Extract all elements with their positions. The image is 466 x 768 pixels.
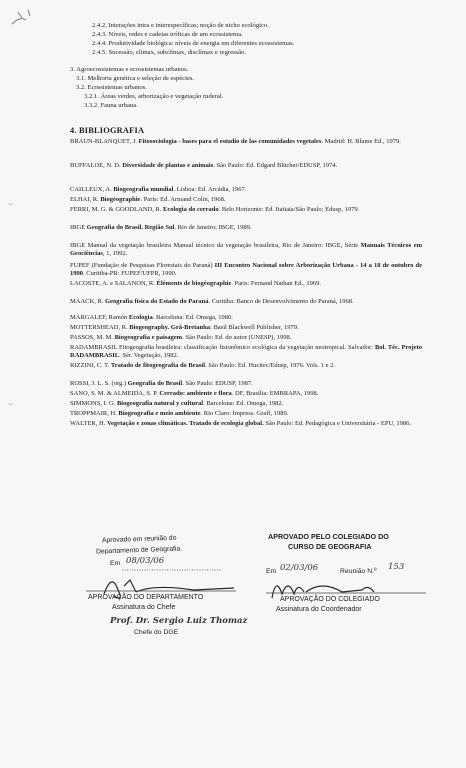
reference-title: Bol. Téc. Projeto RADAMBRASIL <box>70 344 422 360</box>
reference-publication: . Belo Horizonte: Ed. Itatiaia/São Paulo; Edusp, 1979. <box>218 206 360 213</box>
meeting-number: 153 <box>388 562 405 572</box>
collegiate-approval-stamp <box>262 532 432 732</box>
reference-title: Biogéographie <box>100 196 141 203</box>
signature-line <box>86 590 236 593</box>
reference-author: BRAUN-BLANQUET, J. <box>70 138 137 145</box>
reference-publication: : Basil Blackwell Publisher, 1979. <box>210 324 299 331</box>
reference-author: ELHAI, R. <box>70 196 99 203</box>
bibliography-heading: 4. BIBLIOGRAFIA <box>70 126 145 135</box>
reference-author: IBGE <box>70 224 86 231</box>
outline-item: 3.1. Melhoria genética e seleção de espécies. <box>76 75 195 82</box>
outline-item: 3.2.1. Áreas verdes, arborização e vegetação ruderal. <box>84 93 224 100</box>
reference-title: Geografia do Brasil <box>127 380 183 387</box>
reference-publication: . Barcelona: Ed. Omega, 1980. <box>152 314 233 321</box>
reference-entry <box>70 362 422 370</box>
reference-entry <box>70 224 422 232</box>
reference-entry <box>70 162 422 170</box>
reference-title: Biogeografia natural y cultural <box>116 400 204 407</box>
signature-caption: Assinatura do Coordenador <box>276 606 362 613</box>
reference-publication: . Paris: Fernand Nathan Ed., 1969. <box>231 280 321 287</box>
margin-mark: ⌣ <box>8 400 13 408</box>
reference-author: FERRI, M. G. & GOODLAND, R. <box>70 206 162 213</box>
reference-title: Manuais Técnicos em Geociências <box>70 242 423 258</box>
reference-publication: . DF, Brasília: EMBRAPA, 1998. <box>231 390 319 397</box>
reference-author: LACOSTE, A. e SALANON, R. <box>70 280 155 287</box>
signature-caption: APROVAÇÃO DO DEPARTAMENTO <box>88 594 204 601</box>
reference-publication: . Rio Claro: Impress. Graff, 1989. <box>200 410 289 417</box>
reference-title: Ecologia <box>128 314 153 321</box>
reference-entry <box>70 186 422 194</box>
reference-author: ROSSI, J. L. S. (org.) <box>70 380 127 387</box>
reference-title: Cerrado: ambiente e flora <box>159 390 232 397</box>
stamp-date-label: Em <box>266 568 277 575</box>
reference-entry <box>70 206 422 214</box>
reference-entry <box>70 196 422 204</box>
reference-entry <box>70 420 422 428</box>
stamp-date-label: Em <box>110 560 121 567</box>
reference-title: Diversidade de plantas e animais <box>122 162 214 169</box>
reference-entry <box>70 344 422 360</box>
reference-entry <box>70 400 422 408</box>
reference-entry <box>70 262 422 278</box>
reference-title: Biogeography. Grã-Bretanha <box>129 324 211 331</box>
reference-author: MARGALEF, Ramón <box>70 314 128 321</box>
reference-entry <box>70 242 422 258</box>
stamp-text: Aprovado em reunião do <box>101 534 177 545</box>
reference-publication: . São Paulo: Ed. Edgard Blücher/EDUSP, 1974. <box>213 162 338 169</box>
reference-author: WALTER, H. <box>70 420 106 427</box>
reference-author: SANO, S. M. & ALMEIDA, S. P. <box>70 390 158 397</box>
reference-author: RADAMBRASIL Fitogeografia brasileira: classificação fisionômico ecológica da vegetação neotropical. Salvador: <box>70 344 373 351</box>
outline-item: 3.3.2. Fauna urbana. <box>84 102 138 109</box>
margin-mark: ⌣ <box>8 200 13 208</box>
meeting-label: Reunião N.º <box>340 568 377 575</box>
chief-name: Prof. Dr. Sergio Luiz Thomaz <box>110 616 248 626</box>
reference-publication: . Paris: Ed. Armand Colin, 1968. <box>140 196 226 203</box>
reference-title: Éléments de biogéographie <box>156 280 232 287</box>
reference-title: Geografia física do Estado do Paraná <box>105 298 209 305</box>
reference-entry <box>70 298 422 306</box>
reference-title: III Encontro Nacional sobre Arborização Urbana - 14 a 18 de outubro de 1990 <box>70 262 423 278</box>
reference-author: TROPPMAIR, H. <box>70 410 117 417</box>
stamp-title: APROVADO PELO COLEGIADO DO <box>268 532 389 541</box>
reference-entry <box>70 138 422 146</box>
stamp-title: CURSO DE GEOGRAFIA <box>288 542 372 551</box>
signature-caption: APROVAÇÃO DO COLEGIADO <box>280 596 380 603</box>
reference-publication: . Rio de Janeiro; IBGE, 1989. <box>174 224 252 231</box>
reference-title: Tratado de fitogeografia do Brasil <box>110 362 206 369</box>
reference-publication: . São Paulo: Ed. do autor (UNESP), 1998. <box>182 334 292 341</box>
reference-author: CAILLEUX, A. <box>70 186 112 193</box>
reference-title: Fitosociologia - bases para el estudio de las comunidades vegetales <box>138 138 322 145</box>
signature-caption: Assinatura do Chefe <box>112 604 176 611</box>
reference-publication: . São Paulo: Ed. Hucitec/Edusp, 1976. Vols. 1 e 2. <box>205 362 335 369</box>
reference-title: Biogeografia mundial <box>113 186 174 193</box>
outline-item: 3. Agroecossistemas e ecossistemas urbanos. <box>70 66 189 73</box>
reference-author: MAACK, R. <box>70 298 104 305</box>
stamp-date-value: 08/03/06 <box>126 556 165 566</box>
reference-author: BUFFALOE, N. D. <box>70 162 121 169</box>
reference-entry <box>70 280 422 288</box>
scan-corner-mark <box>8 6 38 32</box>
stamp-text: Departamento de Geografia. <box>95 545 183 556</box>
reference-author: PASSOS, M. M. <box>70 334 113 341</box>
reference-publication: . Sér. Vegetação, 1982. <box>119 352 179 360</box>
reference-entry <box>70 410 422 418</box>
reference-entry <box>70 314 422 322</box>
reference-publication: São Paulo: Ed. Pedagógica e Universitária - EPU, 1986. <box>263 420 412 427</box>
reference-publication: . Curitiba-PR: FUPEF/UFPR, 1990. <box>83 270 177 278</box>
outline-item: 2.4.3. Níveis, redes e cadeias tróficas de um ecossistema. <box>92 31 243 38</box>
signature-line <box>266 592 426 595</box>
reference-title: Biogeografia e paisagem <box>114 334 183 341</box>
reference-entry <box>70 324 422 332</box>
reference-entry <box>70 380 422 388</box>
reference-author: IBGE Manual da vegetação brasileira Manual técnico da vegetação brasileira, Rio de Janeiro: IBGE, Série <box>70 242 359 249</box>
reference-author: MOTTERSHEAD, R. <box>70 324 128 331</box>
reference-publication: . Madrid: H. Blume Ed., 1979. <box>321 138 401 145</box>
reference-title: Geografia do Brasil. Região Sul <box>86 224 175 231</box>
reference-publication: , 1, 1992. <box>102 250 128 258</box>
reference-title: Biogeografia e meio ambiente <box>118 410 201 417</box>
reference-author: SIMMONS, I. G. <box>70 400 116 407</box>
reference-entry <box>70 334 422 342</box>
stamp-date-value: 02/03/06 <box>280 563 319 573</box>
reference-author: RIZZINI, C. T. <box>70 362 110 369</box>
chief-role: Chefe do DGE <box>134 629 179 636</box>
reference-title: Vegetação e zonas climáticas. Tratado de ecologia global. <box>106 420 264 427</box>
reference-publication: . Lisboa: Ed. Arcádia, 1967. <box>173 186 247 193</box>
reference-publication: . São Paulo: EDUSP, 1987. <box>182 380 253 387</box>
outline-item: 2.4.5. Sucessão, clímax, subclímax, disclímax e regressão. <box>92 49 247 56</box>
outline-item: 2.4.4. Produtividade biológica: níveis de energia em diferentes ecossistemas. <box>92 40 295 47</box>
outline-item: 3.2. Ecossistemas urbanos. <box>76 84 147 91</box>
reference-title: Ecologia do cerrado <box>163 206 219 213</box>
department-approval-stamp <box>80 536 260 736</box>
reference-entry <box>70 390 422 398</box>
outline-item: 2.4.2. Interações intra e interespecíficas; noção de nicho ecológico. <box>92 22 269 29</box>
reference-publication: . Barcelona: Ed. Omega, 1982. <box>203 400 284 407</box>
reference-author: FUPEF (Fundação de Pesquisas Florestais do Paraná) <box>70 262 213 269</box>
reference-publication: . Curitiba: Banco de Desenvolvimento do Paraná, 1968. <box>208 298 354 305</box>
